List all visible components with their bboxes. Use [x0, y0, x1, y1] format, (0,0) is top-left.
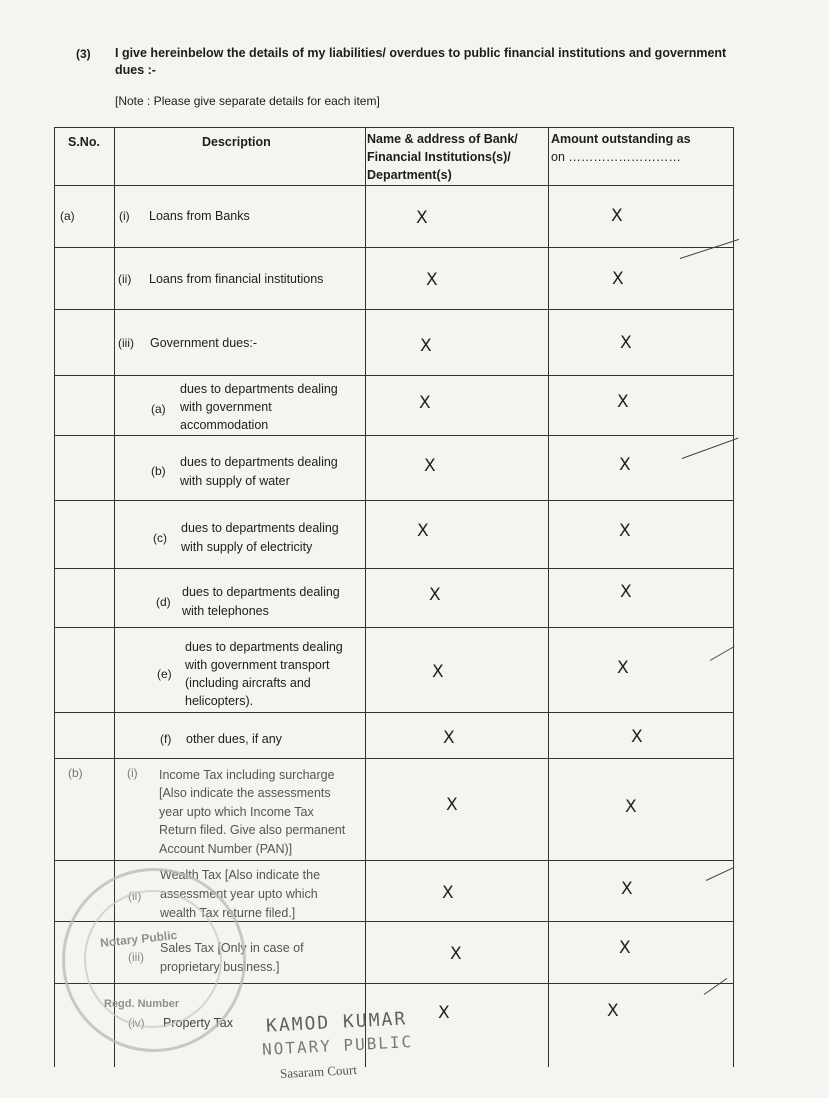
table-divider-bank: [548, 127, 549, 1067]
bank-cross-mark: X: [442, 883, 454, 903]
margin-tick-mark: [680, 239, 739, 259]
amount-cross-mark: X: [621, 879, 633, 899]
row-divider: [54, 435, 734, 436]
notary-name-stamp: KAMOD KUMAR: [265, 1008, 408, 1037]
bank-cross-mark: X: [426, 270, 438, 290]
margin-tick-mark: [704, 978, 728, 995]
amount-cross-mark: X: [617, 658, 629, 678]
margin-tick-mark: [682, 438, 739, 459]
amount-cross-mark: X: [631, 727, 643, 747]
row-number: (i): [119, 209, 130, 223]
section-heading: I give hereinbelow the details of my liabilities/ overdues to public financial institutions and government dues :-: [115, 46, 727, 77]
row-sub-number: (d): [156, 595, 171, 609]
header-bank-line2: Financial Institutions(s)/: [367, 150, 511, 164]
row-divider: [54, 500, 734, 501]
row-description: other dues, if any: [186, 732, 282, 746]
bank-cross-mark: X: [419, 393, 431, 413]
amount-cross-mark: X: [607, 1001, 619, 1021]
row-description: Loans from Banks: [149, 209, 250, 223]
bank-cross-mark: X: [438, 1003, 450, 1023]
amount-cross-mark: X: [617, 392, 629, 412]
row-divider: [54, 712, 734, 713]
row-divider: [54, 627, 734, 628]
row-description: Loans from financial institutions: [149, 272, 324, 286]
amount-cross-mark: X: [611, 206, 623, 226]
row-description-line: dues to departments dealing: [180, 455, 338, 469]
row-description-line: Account Number (PAN)]: [159, 842, 293, 856]
row-description-line: with supply of water: [180, 474, 290, 488]
header-amount-line1: Amount outstanding as: [551, 132, 691, 146]
header-divider: [54, 185, 734, 186]
row-description-line: helicopters).: [185, 694, 254, 708]
section-number: (3): [76, 47, 91, 61]
row-description-line: dues to departments dealing: [181, 521, 339, 535]
table-border-right: [733, 127, 734, 1067]
row-divider: [54, 309, 734, 310]
row-number: (i): [127, 766, 138, 780]
bank-cross-mark: X: [429, 585, 441, 605]
row-divider: [54, 375, 734, 376]
row-description-line: assessment year upto which: [160, 887, 318, 901]
row-description-line: dues to departments dealing: [180, 382, 338, 396]
row-description-line: dues to departments dealing: [182, 585, 340, 599]
bank-cross-mark: X: [420, 336, 432, 356]
row-description-line: [Also indicate the assessments: [159, 786, 331, 800]
bank-cross-mark: X: [417, 521, 429, 541]
amount-cross-mark: X: [625, 797, 637, 817]
header-description: Description: [202, 135, 271, 149]
row-divider: [54, 758, 734, 759]
row-description-line: wealth Tax returne filed.]: [160, 906, 296, 920]
row-sub-number: (b): [151, 464, 166, 478]
bank-cross-mark: X: [450, 944, 462, 964]
seal-text: Notary Public: [99, 927, 178, 951]
bank-cross-mark: X: [443, 728, 455, 748]
row-number: (ii): [118, 272, 132, 286]
notary-title-stamp: NOTARY PUBLIC: [261, 1032, 414, 1059]
section-note: [Note : Please give separate details for each item]: [115, 94, 380, 108]
row-divider: [54, 568, 734, 569]
row-number: (iii): [118, 336, 134, 350]
row-description-line: (including aircrafts and: [185, 676, 311, 690]
row-description-line: with telephones: [182, 604, 269, 618]
row-description-line: with supply of electricity: [181, 540, 313, 554]
amount-cross-mark: X: [612, 269, 624, 289]
row-number: (ii): [128, 889, 142, 903]
row-sno: (b): [68, 766, 83, 780]
row-number: (iii): [128, 950, 144, 964]
table-border-top: [54, 127, 734, 128]
row-description-line: Return filed. Give also permanent: [159, 823, 346, 837]
header-bank-line1: Name & address of Bank/: [367, 132, 518, 146]
row-description-line: year upto which Income Tax: [159, 805, 314, 819]
row-sub-number: (a): [151, 402, 166, 416]
row-sub-number: (e): [157, 667, 172, 681]
row-description-line: dues to departments dealing: [185, 640, 343, 654]
row-divider: [54, 247, 734, 248]
row-description-line: Sales Tax [Only in case of: [160, 941, 304, 955]
margin-tick-mark: [706, 867, 734, 881]
table-border-left: [54, 127, 55, 1067]
row-description-line: with government: [180, 400, 272, 414]
row-sub-number: (f): [160, 732, 172, 746]
row-description-line: Wealth Tax [Also indicate the: [160, 868, 321, 882]
bank-cross-mark: X: [446, 795, 458, 815]
row-sub-number: (c): [153, 531, 167, 545]
amount-cross-mark: X: [619, 455, 631, 475]
row-divider: [54, 860, 734, 861]
row-description-line: accommodation: [180, 418, 269, 432]
row-sno: (a): [60, 209, 75, 223]
row-description-line: with government transport: [185, 658, 330, 672]
table-divider-desc: [365, 127, 366, 1067]
notary-court-stamp: Sasaram Court: [279, 1061, 358, 1082]
margin-tick-mark: [710, 646, 735, 661]
amount-cross-mark: X: [620, 582, 632, 602]
header-sno: S.No.: [68, 135, 100, 149]
header-amount-line2: on ………………………: [551, 150, 681, 164]
bank-cross-mark: X: [432, 662, 444, 682]
amount-cross-mark: X: [619, 521, 631, 541]
amount-cross-mark: X: [619, 938, 631, 958]
row-description-line: Income Tax including surcharge: [159, 768, 335, 782]
row-description: Government dues:-: [150, 336, 257, 350]
row-description: Property Tax: [163, 1016, 233, 1030]
row-description-line: proprietary business.]: [160, 960, 280, 974]
amount-cross-mark: X: [620, 333, 632, 353]
bank-cross-mark: X: [416, 208, 428, 228]
bank-cross-mark: X: [424, 456, 436, 476]
header-bank-line3: Department(s): [367, 168, 452, 182]
row-number: (iv): [128, 1016, 145, 1030]
seal-text: Regd. Number: [104, 998, 180, 1010]
